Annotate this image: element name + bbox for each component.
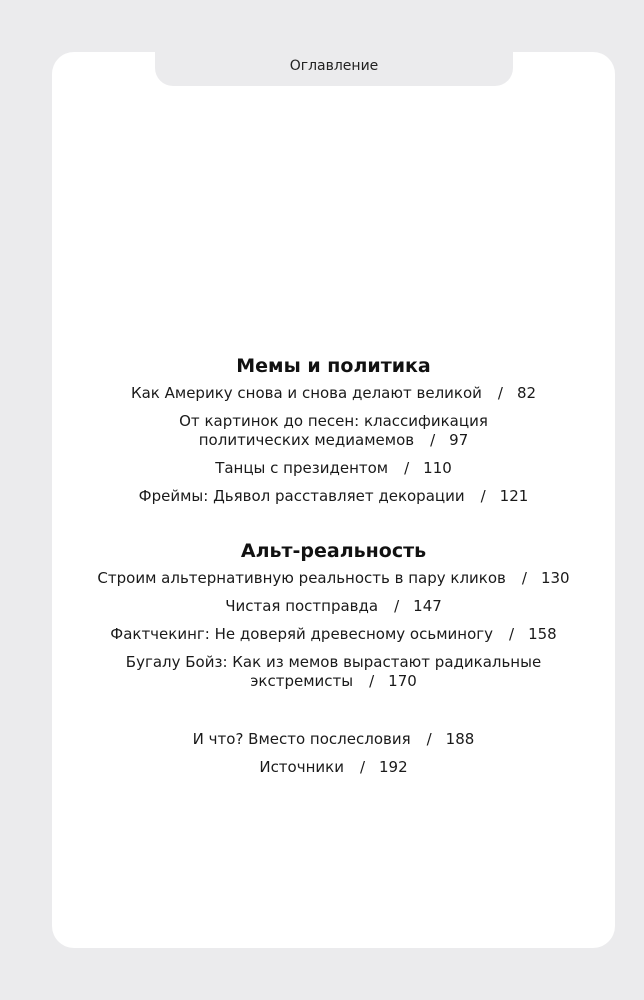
entry-page-number: 192 xyxy=(379,758,408,776)
toc-entry[interactable] xyxy=(52,459,615,478)
entry-separator: / xyxy=(430,431,436,449)
toc-entry[interactable] xyxy=(52,384,615,403)
toc-entry[interactable] xyxy=(52,412,615,450)
entry-title: Источники xyxy=(259,758,344,776)
entry-page-number: 158 xyxy=(528,625,557,643)
entry-title-continued: экстремисты xyxy=(250,672,354,690)
entry-page-number: 97 xyxy=(449,431,469,449)
entry-separator: / xyxy=(426,730,432,748)
toc-section xyxy=(52,539,615,691)
entry-separator: / xyxy=(359,758,366,776)
toc-entry[interactable] xyxy=(52,597,615,616)
entry-separator: / xyxy=(521,569,527,587)
toc-closing xyxy=(52,730,615,777)
toc-entry[interactable] xyxy=(52,569,615,588)
entry-title: И что? Вместо послесловия xyxy=(192,730,411,748)
section-spacer xyxy=(52,515,615,539)
entry-page-number: 188 xyxy=(445,730,475,748)
entry-title: Как Америку снова и снова делают великой xyxy=(130,384,482,402)
toc-entry[interactable] xyxy=(52,625,615,644)
section-title: Альт-реальность xyxy=(240,540,427,562)
entry-title: Бугалу Бойз: Как из мемов вырастают радикальные xyxy=(125,653,542,671)
page-title: Оглавление xyxy=(289,58,379,74)
toc-entry[interactable] xyxy=(52,653,615,691)
entry-separator: / xyxy=(394,597,400,615)
entry-title: Фактчекинг: Не доверяй древесному осьминогу xyxy=(110,625,494,643)
toc-entry[interactable] xyxy=(52,758,615,777)
entry-page-number: 147 xyxy=(413,597,442,615)
entry-title: Чистая постправда xyxy=(225,597,379,615)
toc-entry[interactable] xyxy=(52,730,615,749)
entry-separator: / xyxy=(404,459,410,477)
entry-separator: / xyxy=(369,672,375,690)
entry-page-number: 110 xyxy=(423,459,452,477)
entry-page-number: 82 xyxy=(516,384,537,402)
entry-separator: / xyxy=(480,487,486,505)
entry-page-number: 170 xyxy=(388,672,417,690)
section-spacer xyxy=(52,700,615,730)
entry-title: Фреймы: Дьявол расставляет декорации xyxy=(138,487,465,505)
entry-separator: / xyxy=(497,384,503,402)
entry-title-continued: политических медиамемов xyxy=(198,431,415,449)
entry-title: От картинок до песен: классификация xyxy=(179,412,488,430)
table-of-contents xyxy=(52,354,615,786)
entry-page-number: 130 xyxy=(540,569,570,587)
toc-section xyxy=(52,354,615,506)
section-title: Мемы и политика xyxy=(236,355,431,377)
entry-title: Строим альтернативную реальность в пару кликов xyxy=(97,569,506,587)
entry-page-number: 121 xyxy=(499,487,529,505)
toc-entry[interactable] xyxy=(52,487,615,506)
entry-separator: / xyxy=(509,625,515,643)
entry-title: Танцы с президентом xyxy=(215,459,389,477)
